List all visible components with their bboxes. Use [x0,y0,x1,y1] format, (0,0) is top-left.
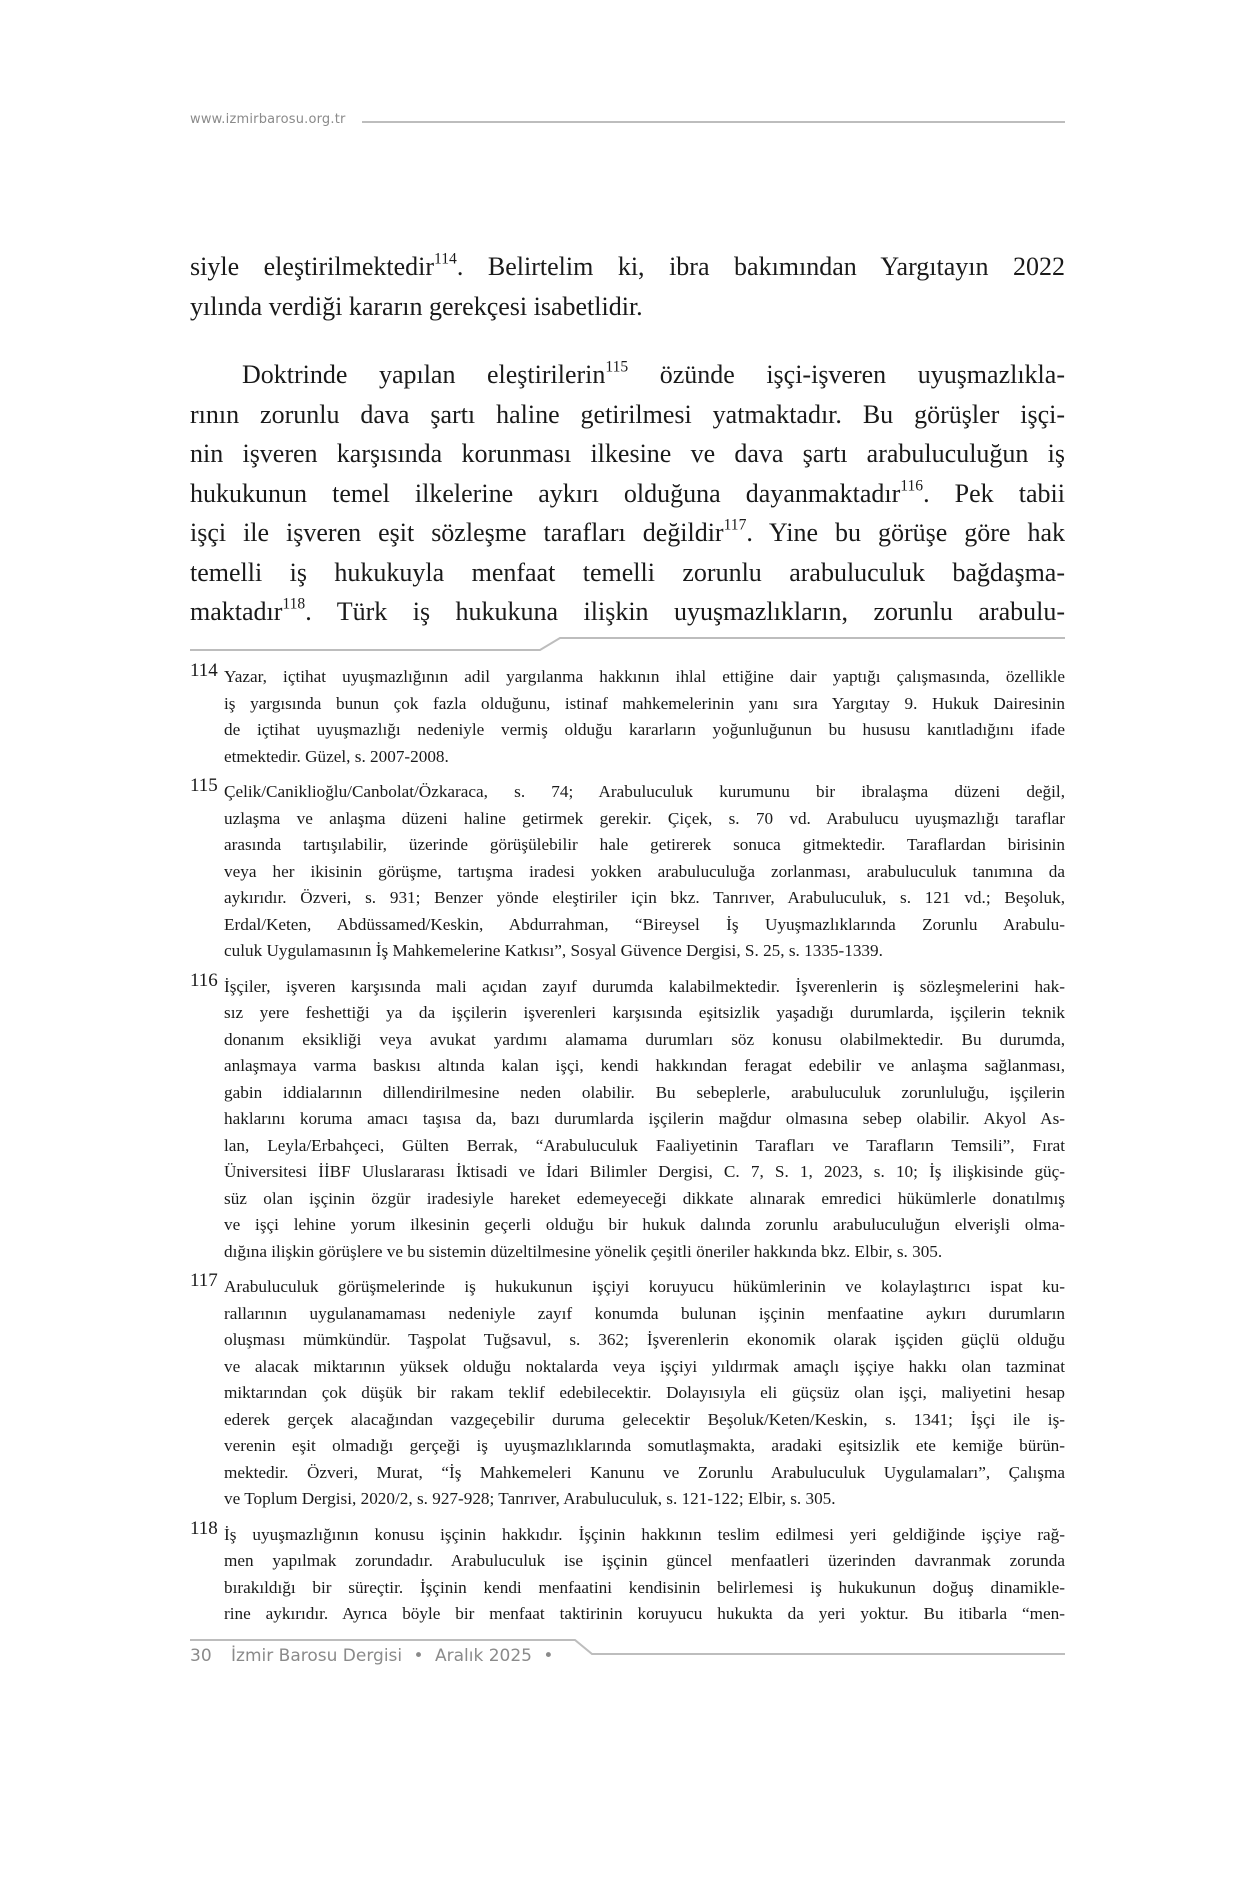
text-line: iş yargısında bunun çok fazla olduğunu, istinaf mahkemelerinin yanı sıra Yargıtay 9. Hukuk Dairesinin [224,693,1065,713]
separator: • [413,1646,424,1666]
text-line: süz olan işçinin özgür iradesiyle hareket edemeyeceği dikkate alınarak emredici hükümlerle donatılmış [224,1188,1065,1208]
text-line: Erdal/Keten, Abdüssamed/Keskin, Abdurrahman, “Bireysel İş Uyuşmazlıklarında Zorunlu Arabulu- [224,914,1065,934]
footnote-reference[interactable]: 114 [434,250,457,268]
text-line: etmektedir. Güzel, s. 2007-2008. [224,746,449,766]
text-line: maktadır$^{118}$. Türk iş hukukuna ilişkin uyuşmazlıkların, zorunlu arabulu- [190,595,1065,626]
text-line: hukukunun temel ilkelerine aykırı olduğuna dayanmaktadır$^{116}$. Pek tabii [190,476,1065,508]
separator: • [543,1646,554,1666]
text-line: donanım eksikliği veya avukat yardımı alamama durumları söz konusu olabilmektedir. Bu durumda, [224,1029,1065,1049]
page-number: 30 [190,1646,212,1666]
text-line: temelli iş hukukuyla menfaat temelli zorunlu arabuluculuk bağdaşma- [190,557,1065,587]
text-line: İşçiler, işveren karşısında mali açıdan zayıf durumda kalabilmektedir. İşverenlerin iş sözleşmelerini hak- [224,976,1065,996]
text-line: ederek gerçek alacağından vazgeçebilir duruma gelecektir Beşoluk/Keten/Keskin, s. 1341; İşçi ile iş- [224,1409,1065,1429]
footnote-reference[interactable]: 115 [605,358,629,376]
text-line: siyle eleştirilmektedir$^{114}$. Belirtelim ki, ibra bakımından Yargıtayın 2022 [190,250,1065,281]
text-line: rallarının uygulanamaması nedeniyle zayıf konumda bulunan işçinin menfaatine aykırı durumların [224,1303,1065,1323]
text-line: bırakıldığı bir süreçtir. İşçinin kendi menfaatini kendisinin belirlemesi iş hukukunun doğuş dinamikle- [224,1577,1065,1597]
text-line: culuk Uygulamasının İş Mahkemelerine Katkısı”, Sosyal Güvence Dergisi, S. 25, s. 1335-1339. [224,941,883,960]
body-paragraph-2 [190,355,1065,632]
footnote-number: 114 [190,660,218,681]
footnote-number: 116 [190,969,218,991]
text-line: Doktrinde yapılan eleştirilerin$^{115}$ özünde işçi-işveren uyuşmazlıkla- [242,358,1065,389]
header-url: www.izmirbarosu.org.tr [190,112,346,127]
footnote-114 [190,660,1065,770]
text-line: arasında tartışılabilir, üzerinde görüşülebilir hale getirerek sonuca gitmektedir. Taraflardan birisinin [224,835,1065,854]
text-line: de içtihat uyuşmazlığı nedeniyle vermiş olduğu kararların yoğunluğunun bu hususu kanıtladığını ifade [224,720,1065,739]
text-line: yılında verdiği kararın gerekçesi isabetlidir. [190,291,643,321]
text-line: nin işveren karşısında korunması ilkesine ve dava şartı arabuluculuğun iş [190,439,1065,468]
footnote-reference[interactable]: 116 [900,476,924,494]
footnote-number: 115 [190,775,218,796]
footnote-number: 118 [190,1517,218,1539]
text-line: oluşması mümkündür. Taşpolat Tuğsavul, s. 362; İşverenlerin ekonomik olarak işçiden güçlü olduğu [224,1330,1065,1349]
text-line: Çelik/Caniklioğlu/Canbolat/Özkaraca, s. 74; Arabuluculuk kurumunu bir ibralaşma düzeni değil, [224,782,1065,801]
text-line: verenin eşit olmadığı gerçeği iş uyuşmazlıklarında somutlaşmakta, aradaki eşitsizlik ete kemiğe bürün- [224,1436,1065,1455]
text-line: veya her ikisinin görüşme, tartışma iradesi yokken arabuluculuğa zorlanması, arabuluculuk tanımına da [224,861,1065,881]
body-paragraph-1 [190,247,1065,326]
text-line: rine aykırıdır. Ayrıca böyle bir menfaat taktirinin koruyucu hukukta da yeri yoktur. Bu itibarla “men- [224,1604,1065,1623]
text-line: miktarından çok düşük bir rakam teklif edebilecektir. Dolayısıyla eli güçsüz olan işçi, maliyetini hesap [224,1383,1065,1402]
text-line: ve Toplum Dergisi, 2020/2, s. 927-928; Tanrıver, Arabuluculuk, s. 121-122; Elbir, s. 305. [224,1489,836,1508]
text-line: rının zorunlu dava şartı haline getirilmesi yatmaktadır. Bu görüşler işçi- [190,399,1065,429]
text-line: İş uyuşmazlığının konusu işçinin hakkıdır. İşçinin hakkının teslim edilmesi yeri geldiğinde işçiye rağ- [224,1524,1065,1544]
footnote-117 [190,1270,1065,1513]
text-line: sız yere feshettiği ya da işçilerin işverenleri karşısında eşitsizlik yaşadığı durumlarda, işçilerin teknik [224,1003,1065,1022]
page-footer [190,1646,559,1666]
header-rule [362,121,1065,123]
footnote-115 [190,775,1065,965]
text-line: dığına ilişkin görüşlere ve bu sistemin düzeltilmesine yönelik çeşitli öneriler hakkında bkz. Elbir, s. 305. [224,1241,943,1261]
text-line: Yazar, içtihat uyuşmazlığının adil yargılanma hakkının ihlal ettiğine dair yaptığı çalışmasında, özellikle [224,667,1065,686]
footnote-reference[interactable]: 118 [282,595,306,613]
text-line: Arabuluculuk görüşmelerinde iş hukukunun işçiyi koruyucu hükümlerinin ve kolaylaştırıcı ispat ku- [224,1277,1065,1296]
footnote-116 [190,969,1065,1266]
text-line: Üniversitesi İİBF Uluslararası İktisadi ve İdari Bilimler Dergisi, C. 7, S. 1, 2023, s. 10; İş ilişkisinde güç- [224,1162,1065,1181]
text-line: ve alacak miktarının yüksek olduğu noktalarda veya işçiyi yıldırmak amaçlı işçiye hakkı olan tazminat [224,1356,1065,1376]
text-line: işçi ile işveren eşit sözleşme tarafları değildir$^{117}$. Yine bu görüşe göre hak [190,516,1065,547]
footnote-118 [190,1517,1065,1628]
text-line: haklarını koruma amacı taşısa da, bazı durumlarda işçilerin mağdur olmasına sebep olabilir. Akyol As- [224,1109,1065,1128]
issue-date: Aralık 2025 [434,1646,532,1666]
footnote-reference[interactable]: 117 [723,516,747,534]
footnotes [190,660,1065,1637]
text-line: uzlaşma ve anlaşma düzeni haline getirmek gerekir. Çiçek, s. 70 vd. Arabulucu uyuşmazlığı taraflar [224,808,1065,828]
journal-name: İzmir Barosu Dergisi [231,1646,403,1666]
text-line: anlaşmaya varma baskısı altında kalan işçi, kendi hakkından feragat edebilir ve anlaşma sağlanması, [224,1056,1065,1075]
text-line: aykırıdır. Özveri, s. 931; Benzer yönde eleştiriler için bkz. Tanrıver, Arabuluculuk, s. 121 vd.; Beşoluk, [224,888,1065,907]
text-line: ve işçi lehine yorum ilkesinin geçerli olduğu bir hukuk dalında zorunlu arabuluculuğun elverişli olma- [224,1215,1065,1234]
text-line: lan, Leyla/Erbahçeci, Gülten Berrak, “Arabuluculuk Faaliyetinin Tarafları ve Tarafların Temsili”, Fırat [224,1135,1065,1155]
text-line: men yapılmak zorundadır. Arabuluculuk ise işçinin güncel menfaatleri üzerinden davranmak zorunda [224,1551,1065,1570]
text-line: gabin iddialarının dillendirilmesine neden olabilir. Bu sebeplerle, arabuluculuk zorunluluğu, işçilerin [224,1082,1065,1102]
footnote-number: 117 [190,1270,218,1291]
text-line: mektedir. Özveri, Murat, “İş Mahkemeleri Kanunu ve Zorunlu Arabuluculuk Uygulamaları”, Çalışma [224,1462,1065,1482]
